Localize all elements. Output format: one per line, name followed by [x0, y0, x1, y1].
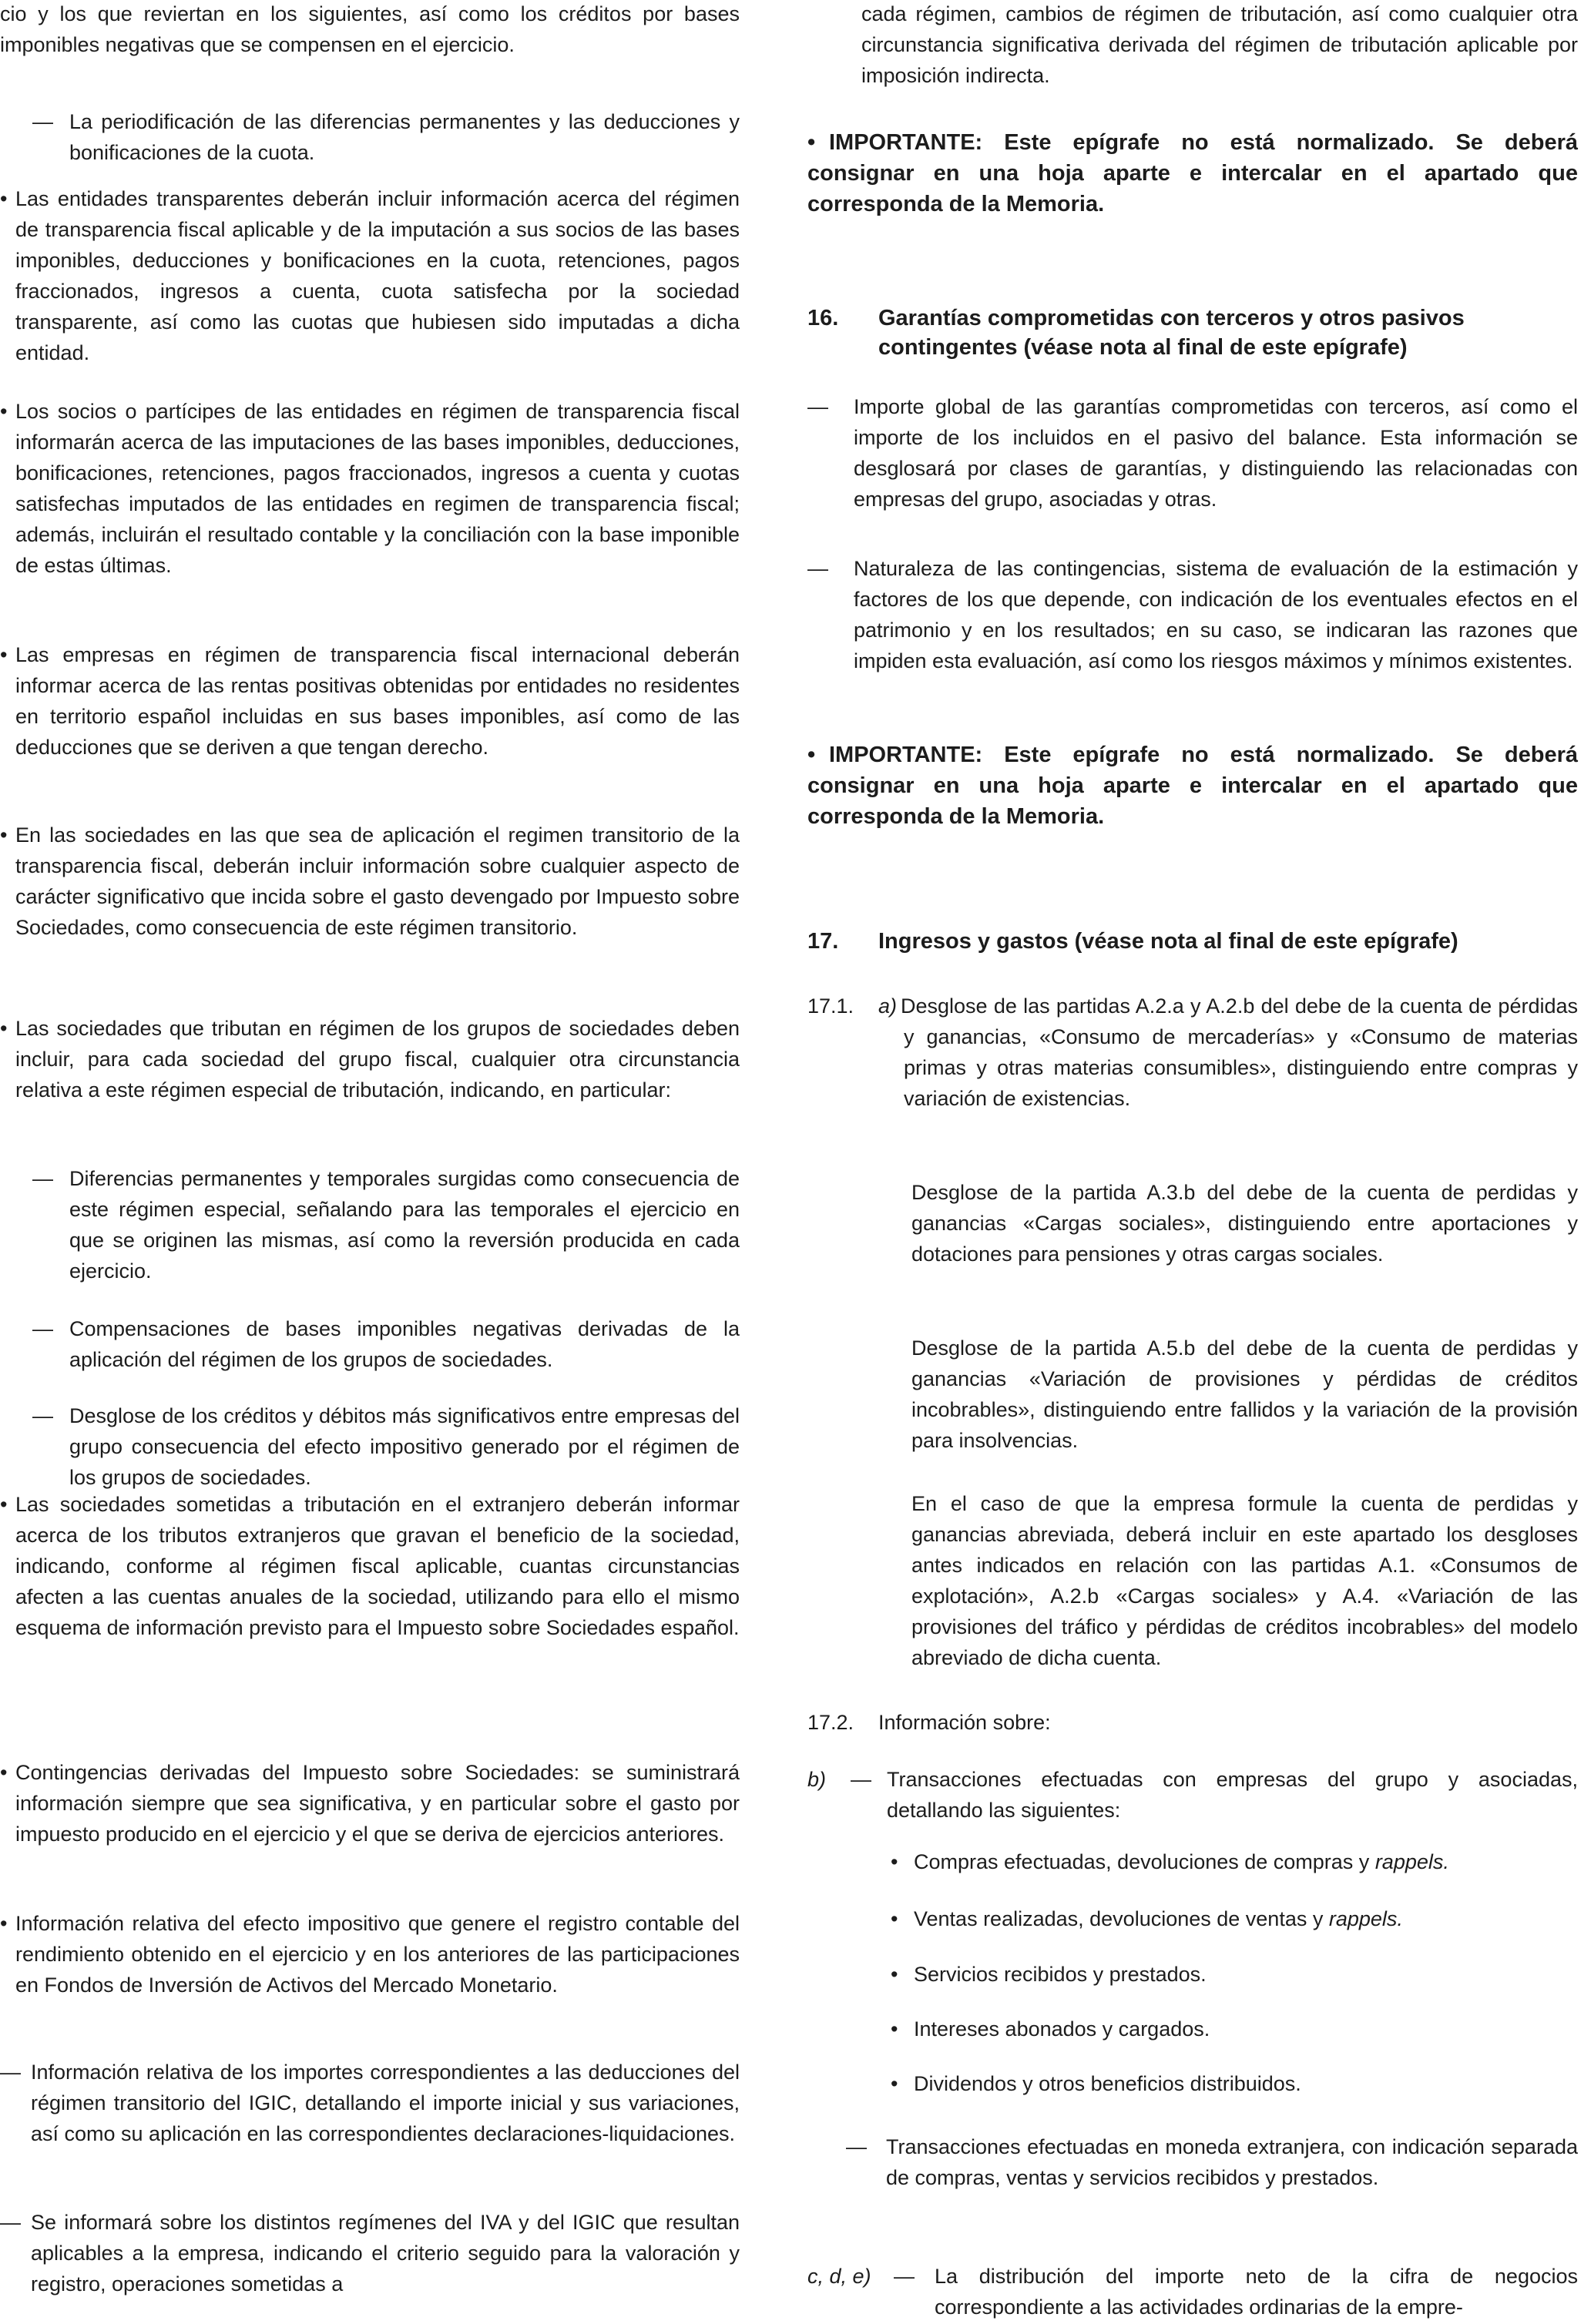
- section-number: 17.: [807, 929, 839, 954]
- item-letter: c, d, e): [807, 2265, 871, 2288]
- bullet-item: • Los socios o partícipes de las entidades en régimen de transparencia fiscal informarán acerca de las imputaciones de las bases imponibles, deducciones, bonificaciones, retenciones, pagos fraccionados, ingresos a cuenta y cuotas satisfechas imputados de las entidades en regimen de transparencia fiscal; además, incluirán el resultado contable y la conciliación con la base imponible de estas últimas.: [0, 396, 740, 581]
- dash-mark: —: [807, 557, 828, 580]
- bullet-icon: •: [0, 1017, 8, 1040]
- subsection-17-1: 17.1. a) Desglose de las partidas A.2.a y A.2.b del debe de la cuenta de pérdidas y ganancias, «Consumo de mercaderías» y «Consumo de materias primas y otras materias consumibles», distinguiendo entre compras y variación de existencias.: [807, 991, 1578, 1114]
- bullet-icon: •: [807, 743, 816, 767]
- list-item: • Compras efectuadas, devoluciones de compras y rappels.: [891, 1846, 1576, 1877]
- bullet-item: • Las sociedades sometidas a tributación en el extranjero deberán informar acerca de los tributos extranjeros que gravan el beneficio de la sociedad, indicando, conforme al régimen fiscal aplicable, cuantas circunstancias afecten a las cuentas anuales de la sociedad, utilizando para ello el mismo esquema de información previsto para el Impuesto sobre Sociedades español.: [0, 1489, 740, 1643]
- dash-mark: —: [0, 2211, 21, 2234]
- dash-mark: —: [32, 110, 53, 133]
- item-letter: b): [807, 1768, 827, 1791]
- bullet-icon: •: [891, 2017, 898, 2041]
- paragraph: Desglose de la partida A.3.b del debe de la cuenta de perdidas y ganancias «Cargas sociales», distinguiendo entre aportaciones y dotaciones para pensiones y otras cargas sociales.: [911, 1181, 1578, 1266]
- list-item: • Servicios recibidos y prestados.: [891, 1959, 1576, 1990]
- bullet-icon: •: [891, 2072, 898, 2095]
- item-letter: a): [878, 994, 898, 1018]
- dash-item: — Se informará sobre los distintos regímenes del IVA y del IGIC que resultan aplicables a la empresa, indicando el criterio seguido para la valoración y registro, operaciones sometidas a: [0, 2207, 740, 2299]
- bullet-icon: •: [0, 400, 8, 423]
- list-item: • Dividendos y otros beneficios distribuidos.: [891, 2068, 1576, 2099]
- bullet-item: • Las entidades transparentes deberán incluir información acerca del régimen de transparencia fiscal aplicable y de la imputación a sus socios de las bases imponibles, deducciones y bonificaciones en la cuota, retenciones, pagos fraccionados, ingresos a cuenta, cuota satisfecha por la sociedad transparente, así como las cuotas que hubiesen sido imputadas a dicha entidad.: [0, 183, 740, 368]
- bullet-icon: •: [891, 1850, 898, 1873]
- subsection-label: 17.2.: [807, 1711, 854, 1734]
- dash-mark: —: [32, 1317, 53, 1340]
- bullet-icon: •: [0, 1761, 8, 1784]
- list-item: • Intereses abonados y cargados.: [891, 2014, 1576, 2044]
- section-title: Garantías comprometidas con terceros y otros pasivos contingentes (véase nota al final de este epígrafe): [878, 306, 1465, 360]
- subsection-label: 17.1.: [807, 994, 854, 1018]
- section-17-heading: [807, 927, 1578, 956]
- bullet-icon: •: [0, 643, 8, 666]
- dash-mark: —: [807, 395, 828, 418]
- bullet-item: • Información relativa del efecto impositivo que genere el registro contable del rendimiento obtenido en el ejercicio y en los anteriores de las participaciones en Fondos de Inversión de Activos del Mercado Monetario.: [0, 1908, 740, 2000]
- dash-item: — Desglose de los créditos y débitos más significativos entre empresas del grupo consecuencia del efecto impositivo generado por el régimen de los grupos de sociedades.: [32, 1400, 740, 1493]
- bullet-item: • En las sociedades en las que sea de aplicación el regimen transitorio de la transparencia fiscal, deberán incluir información sobre cualquier aspecto de carácter significativo que incida sobre el gasto devengado por Impuesto sobre Sociedades, como consecuencia de este régimen transitorio.: [0, 820, 740, 943]
- important-note: • IMPORTANTE: Este epígrafe no está normalizado. Se deberá consignar en una hoja aparte e intercalar en el apartado que corresponda de la Memoria.: [807, 127, 1578, 220]
- bullet-item: • Las empresas en régimen de transparencia fiscal internacional deberán informar acerca de las rentas positivas obtenidas por entidades no residentes en territorio español incluidas en sus bases imponibles, así como de las deducciones que se deriven a que tengan derecho.: [0, 639, 740, 763]
- dash-mark: —: [0, 2061, 21, 2084]
- dash-item: — Información relativa de los importes correspondientes a las deducciones del régimen transitorio del IGIC, detallando el importe inicial y sus variaciones, así como su aplicación en las correspondientes declaraciones-liquidaciones.: [0, 2057, 740, 2149]
- bullet-icon: •: [891, 1907, 898, 1930]
- continued-paragraph: cio y los que reviertan en los siguientes, así como los créditos por bases imponibles negativas que se compensen en el ejercicio.: [0, 2, 740, 56]
- important-note: • IMPORTANTE: Este epígrafe no está normalizado. Se deberá consignar en una hoja aparte e intercalar en el apartado que corresponda de la Memoria.: [807, 739, 1578, 832]
- list-item: • Ventas realizadas, devoluciones de ventas y rappels.: [891, 1903, 1576, 1934]
- continued-paragraph: cada régimen, cambios de régimen de tributación, así como cualquier otra circunstancia significativa derivada del régimen de tributación aplicable por imposición indirecta.: [861, 2, 1578, 87]
- bullet-icon: •: [807, 130, 816, 155]
- dash-mark: —: [32, 1167, 53, 1190]
- item-cde: c, d, e) — La distribución del importe neto de la cifra de negocios correspondiente a las actividades ordinarias de la empre-: [807, 2261, 1578, 2322]
- dash-item: — Compensaciones de bases imponibles negativas derivadas de la aplicación del régimen de los grupos de sociedades.: [32, 1313, 740, 1375]
- paragraph: Desglose de la partida A.5.b del debe de la cuenta de perdidas y ganancias «Variación de provisiones y pérdidas de créditos incobrables», distinguiendo entre fallidos y la variación de la provisión para insolvencias.: [911, 1336, 1578, 1452]
- dash-item: — Importe global de las garantías comprometidas con terceros, así como el importe de los incluidos en el pasivo del balance. Esta información se desglosará por clases de garantías, y distinguiendo las relacionadas con empresas del grupo, asociadas y otras.: [807, 391, 1578, 515]
- dash-item: — Transacciones efectuadas en moneda extranjera, con indicación separada de compras, ventas y servicios recibidos y prestados.: [846, 2131, 1578, 2193]
- bullet-item: • Contingencias derivadas del Impuesto sobre Sociedades: se suministrará información siempre que sea significativa, y en particular sobre el gasto por impuesto producido en el ejercicio y el que se deriva de ejercicios anteriores.: [0, 1757, 740, 1849]
- bullet-icon: •: [0, 823, 8, 847]
- section-number: 16.: [807, 306, 839, 330]
- section-title: Ingresos y gastos (véase nota al final de este epígrafe): [878, 929, 1458, 954]
- dash-item: — Diferencias permanentes y temporales surgidas como consecuencia de este régimen especial, señalando para las temporales el ejercicio en que se originen las mismas, así como la reversión producida en cada ejercicio.: [32, 1163, 740, 1286]
- section-16-heading: [807, 303, 1578, 362]
- bullet-icon: •: [891, 1963, 898, 1986]
- dash-item: — La periodificación de las diferencias permanentes y las deducciones y bonificaciones de la cuota.: [32, 106, 740, 168]
- bullet-item: • Las sociedades que tributan en régimen de los grupos de sociedades deben incluir, para cada sociedad del grupo fiscal, cualquier otra circunstancia relativa a este régimen especial de tributación, indicando, en particular:: [0, 1013, 740, 1105]
- subsection-17-2: 17.2. Información sobre:: [807, 1707, 1578, 1738]
- dash-mark: —: [851, 1768, 871, 1791]
- dash-mark: —: [846, 2135, 867, 2158]
- dash-mark: —: [32, 1404, 53, 1427]
- bullet-icon: •: [0, 1493, 8, 1516]
- paragraph: En el caso de que la empresa formule la cuenta de perdidas y ganancias abreviada, deberá incluir en este apartado los desgloses antes indicados en relación con las partidas A.1. «Consumos de explotación», A.2.b «Cargas sociales» y A.4. «Variación de las provisiones del tráfico y pérdidas de créditos incobrables» del modelo abreviado de dicha cuenta.: [911, 1492, 1578, 1669]
- bullet-icon: •: [0, 187, 8, 210]
- item-b: b) — Transacciones efectuadas con empresas del grupo y asociadas, detallando las siguientes:: [807, 1764, 1578, 1826]
- bullet-icon: •: [0, 1912, 8, 1935]
- dash-mark: —: [894, 2265, 915, 2288]
- dash-item: — Naturaleza de las contingencias, sistema de evaluación de la estimación y factores de los que depende, con indicación de los eventuales efectos en el patrimonio y en los resultados; en su caso, se indicaran las razones que impiden esta evaluación, así como los riesgos máximos y mínimos existentes.: [807, 553, 1578, 676]
